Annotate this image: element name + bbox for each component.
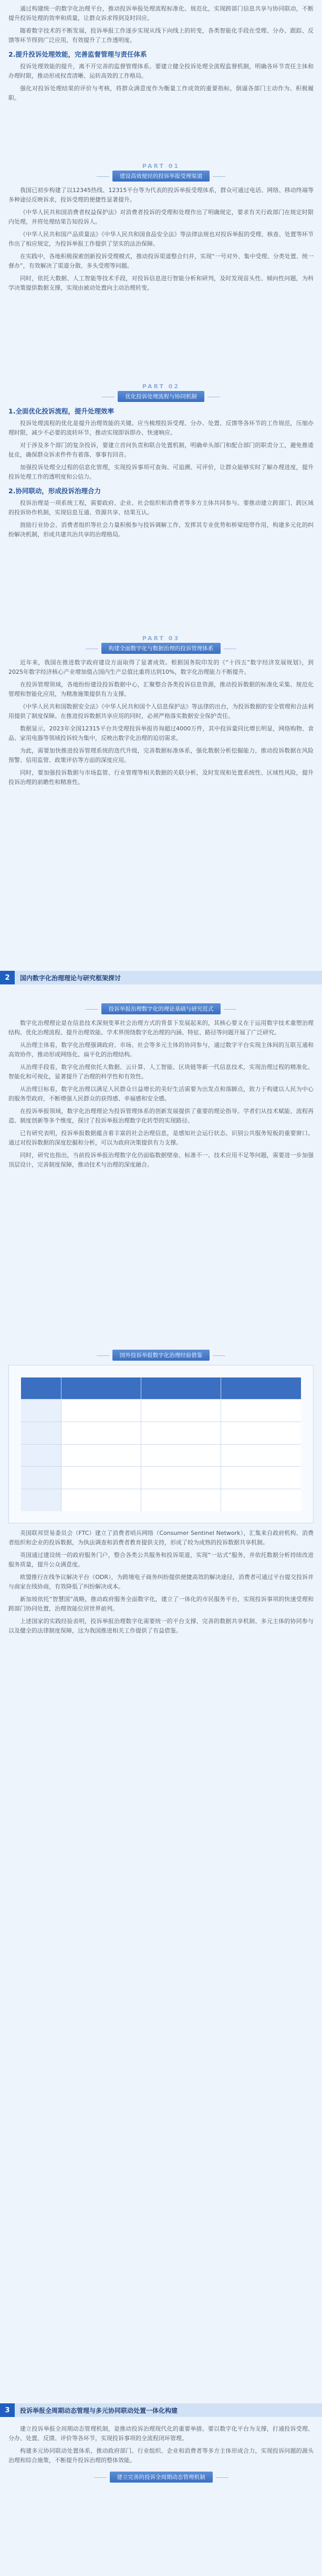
paragraph: 随着数字技术的不断发展，投诉举报工作逐步实现从线下向线上的转变，各类智能化手段在受理、分办、跟踪、反馈等环节得到广泛应用，有效提升了工作透明度。: [8, 27, 314, 44]
section-3-body: [8, 2424, 314, 2487]
paragraph: 在投诉举报领域，数字化治理理论为投诉管理体系的创新发展提供了重要的理论指导。学者们从技术赋能、流程再造、制度创新等多个维度，探讨了投诉举报治理数字化转型的实现路径。: [8, 1108, 314, 1124]
subheading: 1.全面优化投诉流程，提升处理效率: [8, 407, 114, 415]
section-title: 投诉举报全周期动态管理与多元协同联动处置一体化构建: [20, 2407, 178, 2414]
part-header: [8, 1349, 314, 1361]
part-header: [8, 163, 314, 182]
part-title: 优化投诉处理流程与协同机制: [118, 391, 204, 402]
subheading: 2.协同联动，形成投诉治理合力: [8, 487, 101, 495]
paragraph: 欧盟推行在线争议解决平台（ODR），为跨境电子商务纠纷提供便捷高效的解决途径，消费者可通过平台提交投诉并与商家在线协商，有效降低了纠纷解决成本。: [8, 1574, 314, 1590]
paragraph: 为此，需要加快推进投诉管理系统的迭代升级，完善数据标准体系，强化数据分析挖掘能力，推动投诉数据在风险预警、信用监管、政策评估等方面的深度应用。: [8, 747, 314, 764]
paragraph: 同时，依托大数据、人工智能等技术手段，对投诉信息进行智能分析和研判，及时发现苗头性、倾向性问题，为科学决策提供数据支撑，实现由被动处置向主动治理转变。: [8, 275, 314, 291]
paragraph: 数字化治理理论是在信息技术深刻变革社会治理方式的背景下发展起来的，其核心要义在于运用数字技术重塑治理结构、优化治理流程、提升治理效能。学术界围绕数字化治理的内涵、特征、路径等问题开展了广泛研究。: [8, 1020, 314, 1036]
part-header: [8, 1002, 314, 1014]
paragraph: 上述国家的实践经验表明，投诉举报治理数字化需要统一的平台支撑、完善的数据共享机制、多元主体的协同参与以及健全的法律制度保障，这为我国推进相关工作提供了有益借鉴。: [8, 1618, 314, 1634]
paragraph: 《中华人民共和国数据安全法》《中华人民共和国个人信息保护法》等法律的出台，为投诉数据的安全管理和合法利用提供了制度保障。在推进投诉数据共享应用的同时，必须严格落实数据安全保护责任。: [8, 703, 314, 719]
part-tag: PART 01: [142, 163, 180, 169]
paragraph: 对于涉及多个部门的复杂投诉，要建立首问负责和联合处置机制，明确牵头部门和配合部门的职责分工，避免推诿扯皮，确保群众诉求件件有着落、事事有回音。: [8, 442, 314, 458]
paragraph: 从治理手段看，数字化治理依托大数据、云计算、人工智能、区块链等新一代信息技术，实现治理过程的精准化、智能化和可视化，显著提升了治理的科学性和有效性。: [8, 1064, 314, 1080]
intro-block: [8, 4, 314, 106]
part-header: [8, 383, 314, 402]
section-number: 2: [0, 971, 15, 984]
part-title: 构建全面数字化与数据治理的投诉管理体系: [101, 643, 221, 654]
part-tag: PART 03: [142, 635, 180, 642]
paragraph: 在投诉管理领域，各地纷纷建设投诉数据中心，汇聚整合各类投诉信息资源，推动投诉数据的标准化采集、规范化管理和智能化应用，为精准施策提供有力支撑。: [8, 681, 314, 697]
part-05: [8, 1343, 314, 1639]
paragraph: 我国已初步构建了以12345热线、12315平台等为代表的投诉举报受理体系，群众可通过电话、网络、移动终端等多种途径反映诉求，投诉受理的便捷性显著提升。: [8, 187, 314, 203]
part-header: [8, 2471, 314, 2483]
paragraph: 通过构建统一的数字化治理平台，推动投诉举报处理流程标准化、规范化，实现跨部门信息共享与协同联动，不断提升投诉处理的效率和质量，让群众诉求得到及时回应。: [8, 5, 314, 22]
paragraph: 投诉处理流程的优化是提升治理效能的关键。应当梳理投诉受理、分办、处置、反馈等各环节的工作规范，压缩办理时限，减少不必要的流转环节，推动实现即诉即办、快速响应。: [8, 420, 314, 436]
part-tag: PART 02: [142, 383, 180, 390]
section-number: 3: [0, 2403, 15, 2417]
paragraph: 新加坡依托“智慧国”战略，推动政府服务全面数字化，建立了一体化的市民服务平台，实现投诉事项的快速受理和跨部门协同处置，治理效能位居世界前列。: [8, 1596, 314, 1612]
part-title: 投诉举报治理数字化的理论基础与研究范式: [101, 1003, 221, 1014]
paragraph: 同时，研究也指出，当前投诉举报治理数字化仍面临数据壁垒、标准不一、技术应用不足等问题，需要进一步加强顶层设计，完善制度保障，推动技术与治理的深度融合。: [8, 1152, 314, 1168]
paragraph: 强化对投诉处理结果的评价与考核，将群众满意度作为衡量工作成效的重要指标，倒逼各部门主动作为、积极履职。: [8, 85, 314, 101]
paragraph: 加强投诉处理全过程的信息化管理，实现投诉事项可查询、可追溯、可评价，让群众能够实时了解办理进度，提升投诉处理工作的透明度和公信力。: [8, 464, 314, 480]
paragraph: 投诉治理是一项系统工程，需要政府、企业、社会组织和消费者等多方主体共同参与。要推动建立跨部门、跨区域的投诉协作机制，实现信息互通、资源共享、结果互认。: [8, 500, 314, 516]
comparison-table-image: [8, 1365, 314, 1523]
paragraph: 已有研究表明，投诉举报数据蕴含着丰富的社会治理信息，是感知社会运行状态、识别公共服务短板的重要窗口。通过对投诉数据的深度挖掘和分析，可以为政府决策提供有力支撑。: [8, 1130, 314, 1146]
part-header: [8, 635, 314, 654]
part-title: 建设高效便民的投诉举报受理渠道: [112, 171, 210, 182]
section-3-header: [0, 2403, 322, 2417]
part-title: 国外投诉举报数字化治理经验借鉴: [112, 1350, 210, 1361]
paragraph: 鼓励行业协会、消费者组织等社会力量积极参与投诉调解工作，发挥其专业优势和桥梁纽带作用，构建多元化的纠纷解决机制，形成共建共治共享的治理格局。: [8, 522, 314, 538]
paragraph: 投诉处理效能的提升，离不开完善的监督管理体系。要建立健全投诉处理全流程监督机制，明确各环节责任主体和办理时限，推动形成权责清晰、运转高效的工作格局。: [8, 63, 314, 79]
section-title: 国内数字化治理理论与研究框架探讨: [20, 974, 121, 982]
paragraph: 英国通过建设统一的政府服务门户，整合各类公共服务和投诉渠道，实现“一站式”服务，并依托数据分析持续改进服务质量，提升公众满意度。: [8, 1552, 314, 1568]
paragraph: 构建多元协同联动处置体系，推动政府部门、行业组织、企业和消费者等多方主体形成合力，实现投诉问题的源头治理和综合施策，不断提升投诉治理的整体效能。: [8, 2447, 314, 2464]
part-03: [8, 630, 314, 790]
part-02: [8, 378, 314, 543]
paragraph: 从治理目标看，数字化治理以满足人民群众日益增长的美好生活需要为出发点和落脚点，致力于构建以人民为中心的服务型政府，不断增强人民群众的获得感、幸福感和安全感。: [8, 1086, 314, 1102]
paragraph: 同时，要加强投诉数据与市场监管、行业管理等相关数据的关联分析，及时发现和处置系统性、区域性风险，提升投诉治理的前瞻性和精准性。: [8, 769, 314, 786]
part-title: 建立完善的投诉全周期动态管理机制: [110, 2472, 213, 2483]
subheading: 2.提升投诉处理效能，完善监督管理与责任体系: [8, 50, 147, 58]
section-2-header: [0, 971, 322, 984]
paragraph: 《中华人民共和国产品质量法》《中华人民共和国食品安全法》等法律法规也对投诉举报的受理、核查、处置等环节作出了相应规定，为投诉举报工作提供了坚实的法治保障。: [8, 231, 314, 247]
part-01: [8, 157, 314, 296]
paragraph: 数据显示，2023年全国12315平台共受理投诉举报咨询超过4000万件，其中投诉量同比增长明显，网络购物、食品、家用电器等领域投诉较为集中，反映出数字化治理的迫切需求。: [8, 725, 314, 741]
paragraph: 从治理主体看，数字化治理强调政府、市场、社会等多元主体的协同参与，通过数字平台实现主体间的互联互通和高效协作，推动形成网络化、扁平化的治理结构。: [8, 1042, 314, 1058]
paragraph: 《中华人民共和国消费者权益保护法》对消费者投诉的受理和处理作出了明确规定，要求有关行政部门在规定时限内处理，并将处理结果告知投诉人。: [8, 209, 314, 225]
paragraph: 近年来，我国在推进数字政府建设方面取得了显著成效。根据国务院印发的《“十四五”数字经济发展规划》，到2025年数字经济核心产业增加值占国内生产总值比重将达到10%，数字化治理能力不断提升。: [8, 659, 314, 675]
paragraph: 在实践中，各地积极探索创新投诉受理模式，推动投诉渠道整合归并，实现“一号对外、集中受理、分类处置、统一督办”，有效解决了渠道分散、多头受理等问题。: [8, 253, 314, 269]
paragraph: 美国联邦贸易委员会（FTC）建立了消费者哨兵网络（Consumer Sentinel Network），汇集来自政府机构、消费者组织和企业的投诉数据，为执法调查和消费者教育提供支持，形成了较为成熟的投诉数据共享机制。: [8, 1530, 314, 1546]
part-04: [8, 997, 314, 1173]
paragraph: 建立投诉举报全周期动态管理机制，是推动投诉治理现代化的重要举措。要以数字化平台为支撑，打通投诉受理、分办、处置、反馈、评价等各环节，实现投诉事项的全流程闭环管理。: [8, 2425, 314, 2442]
